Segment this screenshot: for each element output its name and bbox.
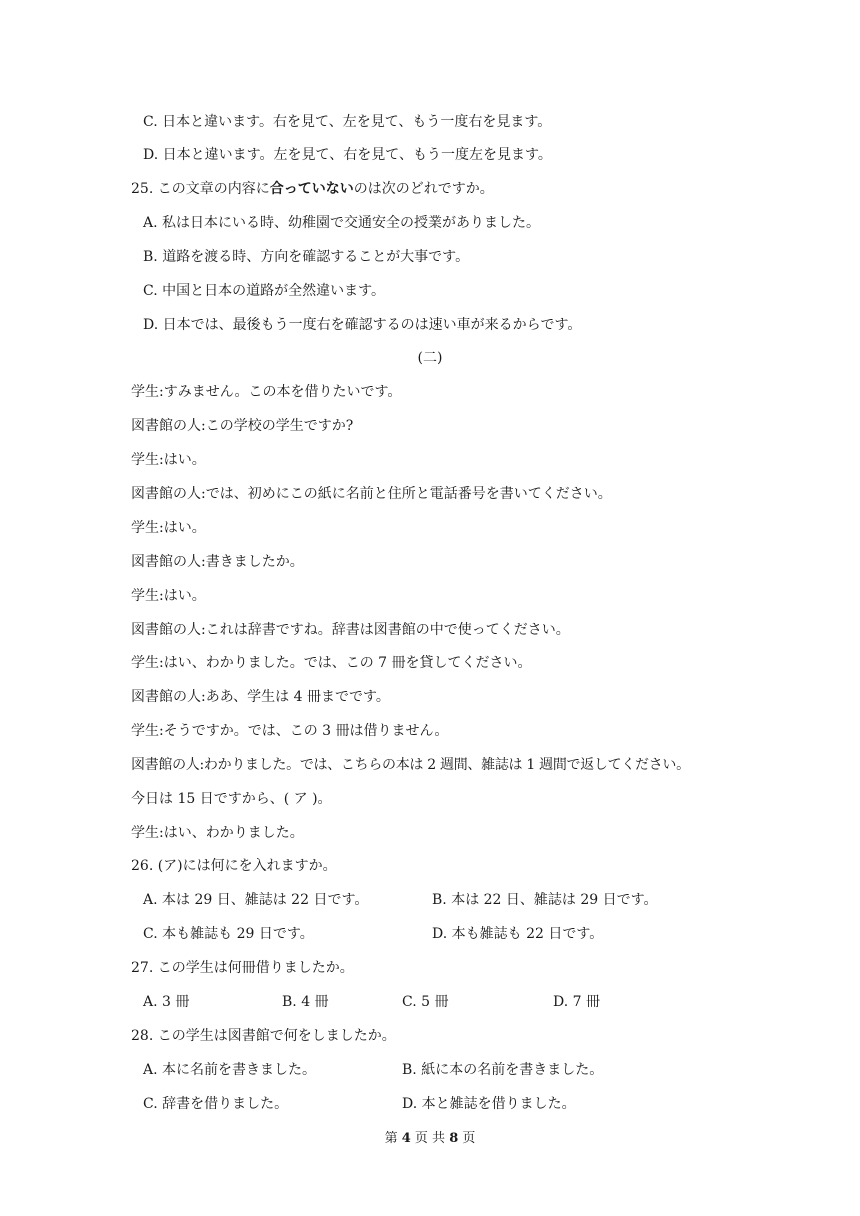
q26-option-b: B. 本は 22 日、雑誌は 29 日です。 xyxy=(432,892,658,908)
q25-option-d: D. 日本では、最後もう一度右を確認するのは速い車が来るからです。 xyxy=(143,317,582,333)
q27-option-d: D. 7 冊 xyxy=(553,994,600,1010)
q26-stem: 26. (ア)には何にを入れますか。 xyxy=(131,858,337,874)
q25-option-a: A. 私は日本にいる時、幼稚園で交通安全の授業がありました。 xyxy=(143,215,541,231)
footer-suffix: 页 xyxy=(462,1131,476,1146)
q26-option-c: C. 本も雑誌も 29 日です。 xyxy=(143,926,314,942)
q27-option-c: C. 5 冊 xyxy=(402,994,449,1010)
dialogue-line: 図書館の人:ああ、学生は 4 冊までです。 xyxy=(131,689,390,705)
q28-option-d: D. 本と雑誌を借りました。 xyxy=(402,1096,576,1112)
dialogue-line: 図書館の人:では、初めにこの紙に名前と住所と電話番号を書いてください。 xyxy=(131,486,612,502)
q25-option-b: B. 道路を渡る時、方向を確認することが大事です。 xyxy=(143,249,470,265)
q25-option-c: C. 中国と日本の道路が全然違います。 xyxy=(143,283,385,299)
footer-middle: 页 共 xyxy=(414,1131,446,1146)
dialogue-line: 学生:はい、わかりました。では、この 7 冊を貸してください。 xyxy=(131,655,532,671)
q24-option-d: D. 日本と違います。左を見て、右を見て、もう一度左を見ます。 xyxy=(143,147,552,163)
footer-prefix: 第 xyxy=(384,1131,398,1146)
dialogue-line: 図書館の人:これは辞書ですね。辞書は図書館の中で使ってください。 xyxy=(131,622,570,638)
dialogue-line: 図書館の人:わかりました。では、こちらの本は 2 週間、雑誌は 1 週間で返してください。 xyxy=(131,757,690,773)
footer-page-number: 4 xyxy=(401,1131,411,1146)
dialogue-line: 学生:すみません。この本を借りたいです。 xyxy=(131,384,402,400)
q25-stem-bold: 合っていない xyxy=(269,181,354,197)
q25-stem-after: のは次のどれですか。 xyxy=(353,181,494,197)
dialogue-line: 学生:そうですか。では、この 3 冊は借りません。 xyxy=(131,723,449,739)
section-heading: (二) xyxy=(417,350,443,366)
q27-option-a: A. 3 冊 xyxy=(143,994,190,1010)
dialogue-line: 学生:はい。 xyxy=(131,520,206,536)
page-footer xyxy=(0,1127,860,1146)
footer-total-pages: 8 xyxy=(449,1131,459,1146)
dialogue-line: 図書館の人:この学校の学生ですか? xyxy=(131,418,354,434)
dialogue-line: 学生:はい。 xyxy=(131,588,206,604)
q28-stem: 28. この学生は図書館で何をしましたか。 xyxy=(131,1028,396,1044)
q28-option-c: C. 辞書を借りました。 xyxy=(143,1096,289,1112)
dialogue-line: 学生:はい。 xyxy=(131,452,206,468)
q24-option-c: C. 日本と違います。右を見て、左を見て、もう一度右を見ます。 xyxy=(143,114,552,130)
dialogue-line: 学生:はい、わかりました。 xyxy=(131,825,304,841)
q26-option-a: A. 本は 29 日、雑誌は 22 日です。 xyxy=(143,892,369,908)
q28-option-b: B. 紙に本の名前を書きました。 xyxy=(402,1062,604,1078)
dialogue-line: 今日は 15 日ですから、( ア )。 xyxy=(131,791,332,807)
q28-option-a: A. 本に名前を書きました。 xyxy=(143,1062,317,1078)
q26-option-d: D. 本も雑誌も 22 日です。 xyxy=(432,926,604,942)
q27-option-b: B. 4 冊 xyxy=(282,994,329,1010)
q25-stem xyxy=(131,179,494,199)
dialogue-line: 図書館の人:書きましたか。 xyxy=(131,554,304,570)
q27-stem: 27. この学生は何冊借りましたか。 xyxy=(131,960,354,976)
q25-stem-before: 25. この文章の内容に xyxy=(131,181,270,197)
